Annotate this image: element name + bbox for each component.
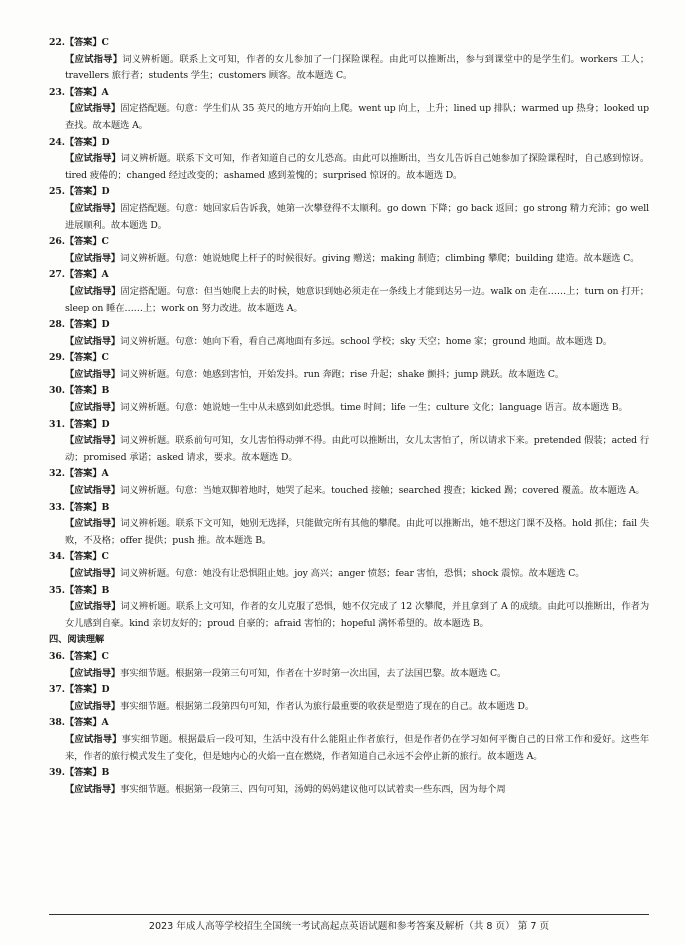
answer-line: 37.【答案】D [49, 684, 110, 696]
question-entry [49, 583, 649, 633]
guide-text: 事实细节题。根据第一段第三、四句可知，汤姆的妈妈建议他可以试着卖一些东西，因为每个周 [120, 783, 506, 795]
answer-line: 39.【答案】B [49, 767, 110, 779]
guide-text: 词义辨析题。句意：她说她一生中从未感到如此恐惧。time 时间；life 一生；culture 文化；language 语言。故本题选 B。 [120, 402, 628, 414]
guide-paragraph [49, 201, 649, 234]
answer-line: 29.【答案】C [49, 352, 109, 364]
guide-tag: 【应试指导】 [65, 667, 121, 679]
guide-text: 词义辨析题。联系下文可知，她别无选择，只能做完所有其他的攀爬。由此可以推断出，她不想这门课不及格。hold 抓住；fail 失败，不及格；offer 提供；push 推。故本题选 B。 [65, 518, 649, 546]
question-entry [49, 135, 649, 185]
guide-paragraph [49, 151, 649, 184]
answer-line: 30.【答案】B [49, 385, 110, 397]
guide-paragraph [49, 284, 649, 317]
guide-text: 固定搭配题。句意：她回家后告诉我，她第一次攀登得不太顺利。go down 下降；go back 返回；go strong 精力充沛；go well 进展顺利。故本题选 D。 [65, 202, 650, 231]
answer-line: 28.【答案】D [49, 319, 110, 331]
question-entry [49, 267, 649, 317]
guide-text: 固定搭配题。句意：学生们从 35 英尺的地方开始向上爬。went up 向上，上升；lined up 排队；warmed up 热身；looked up 查找。故本题选 A。 [65, 103, 650, 131]
answer-line: 33.【答案】B [49, 501, 110, 513]
section-heading [49, 632, 649, 649]
guide-paragraph [49, 483, 649, 500]
answer-line: 31.【答案】D [49, 418, 110, 430]
answer-line: 27.【答案】A [49, 269, 109, 281]
answer-line: 23.【答案】A [49, 86, 109, 98]
answer-line: 24.【答案】D [49, 136, 110, 148]
guide-paragraph [49, 666, 649, 683]
guide-tag: 【应试指导】 [65, 518, 121, 530]
guide-tag: 【应试指导】 [65, 103, 121, 115]
guide-paragraph [49, 732, 649, 765]
question-entry [49, 417, 649, 467]
question-entry [49, 715, 649, 765]
guide-text: 事实细节题。根据第二段第四句可知，作者认为旅行最重要的收获是塑造了现在的自己。故本题选 D。 [120, 700, 535, 712]
guide-paragraph [49, 433, 649, 466]
answer-line: 25.【答案】D [49, 186, 110, 198]
guide-tag: 【应试指导】 [65, 402, 121, 414]
guide-text: 词义辨析题。句意：她没有让恐惧阻止她。joy 高兴；anger 愤怒；fear 害怕，恐惧；shock 震惊。故本题选 C。 [120, 568, 585, 579]
guide-tag: 【应试指导】 [65, 700, 121, 712]
question-entry [49, 85, 649, 135]
guide-paragraph [49, 599, 649, 632]
question-entry [49, 549, 649, 582]
question-entry [49, 184, 649, 234]
guide-text: 事实细节题。根据最后一段可知，生活中没有什么能阻止作者旅行，但是作者仍在学习如何平衡自己的日常工作和爱好。这些年来，作者的旅行模式发生了变化，但是她内心的火焰一直在燃烧，作者知道自己永远不会停止新的旅行。故本题选 A。 [65, 733, 650, 762]
guide-text: 词义辨析题。联系上文可知，作者的女儿克服了恐惧，她不仅完成了 12 次攀爬，并且拿到了 A 的成绩。由此可以推断出，作者为女儿感到自豪。kind 亲切友好的；proud 自豪的；afraid 害怕的；hopeful 满怀希望的。故本题选 B。 [65, 601, 650, 629]
guide-paragraph [49, 782, 649, 799]
guide-text: 词义辨析题。联系下文可知，作者知道自己的女儿恐高。由此可以推断出，当女儿告诉自己她参加了探险课程时，自己感到惊讶。tired 疲倦的；changed 经过改变的；ashamed 感到羞愧的；surprised 惊讶的。故本题选 D。 [65, 153, 650, 181]
guide-paragraph [49, 699, 649, 716]
guide-tag: 【应试指导】 [65, 568, 121, 579]
guide-tag: 【应试指导】 [65, 335, 121, 347]
question-entry [49, 500, 649, 550]
guide-paragraph [49, 566, 649, 583]
guide-paragraph [49, 101, 649, 134]
guide-tag: 【应试指导】 [65, 368, 121, 380]
section-title: 四、阅读理解 [49, 634, 105, 646]
guide-text: 词义辨析题。联系上文可知，作者的女儿参加了一门探险课程。由此可以推断出，参与到课堂中的是学生们。workers 工人；travellers 旅行者；students 学生；customers 顾客。故本题选 C。 [65, 53, 649, 82]
guide-text: 词义辨析题。句意：她向下看，看自己离地面有多远。school 学校；sky 天空；home 家；ground 地面。故本题选 D。 [120, 335, 612, 347]
answer-line: 22.【答案】C [49, 37, 109, 48]
guide-text: 固定搭配题。句意：但当她爬上去的时候，她意识到她必须走在一条线上才能到达另一边。walk on 走在……上；turn on 打开；sleep on 睡在……上；work on 努力改进。故本题选 A。 [65, 285, 649, 314]
guide-text: 事实细节题。根据第一段第三句可知，作者在十岁时第一次出国，去了法国巴黎。故本题选 C。 [120, 667, 507, 679]
guide-paragraph [49, 334, 649, 351]
question-entry [49, 649, 649, 682]
guide-paragraph [49, 400, 649, 417]
guide-paragraph [49, 251, 649, 268]
question-entry [49, 35, 649, 85]
question-entry [49, 317, 649, 350]
guide-text: 词义辨析题。句意：当她双脚着地时，她哭了起来。touched 接触；searched 搜查；kicked 踢；covered 覆盖。故本题选 A。 [120, 485, 645, 497]
guide-tag: 【应试指导】 [65, 783, 121, 795]
answer-line: 36.【答案】C [49, 650, 109, 662]
answer-line: 34.【答案】C [49, 551, 109, 563]
answer-line: 38.【答案】A [49, 717, 109, 729]
answer-line: 32.【答案】A [49, 468, 109, 480]
question-entry [49, 383, 649, 416]
question-entry [49, 682, 649, 715]
page-footer [49, 914, 649, 932]
guide-paragraph [49, 516, 649, 549]
guide-tag: 【应试指导】 [65, 285, 121, 297]
guide-tag: 【应试指导】 [65, 53, 123, 65]
answer-document [49, 35, 649, 798]
guide-tag: 【应试指导】 [65, 601, 121, 613]
guide-tag: 【应试指导】 [65, 252, 121, 264]
guide-text: 词义辨析题。句意：她说她爬上杆子的时候很好。giving 赠送；making 制造；climbing 攀爬；building 建造。故本题选 C。 [120, 252, 640, 264]
guide-text: 词义辨析题。联系前句可知，女儿害怕得动弹不得。由此可以推断出，女儿太害怕了，所以请求下来。pretended 假装；acted 行动；promised 承诺；asked 请求，要求。故本题选 D。 [65, 435, 650, 463]
question-entry [49, 765, 649, 798]
guide-tag: 【应试指导】 [65, 733, 122, 745]
question-entry [49, 350, 649, 383]
guide-tag: 【应试指导】 [65, 435, 121, 447]
answer-line: 35.【答案】B [49, 584, 110, 596]
answer-line: 26.【答案】C [49, 236, 109, 248]
question-entry [49, 234, 649, 267]
guide-paragraph [49, 52, 649, 85]
guide-text: 词义辨析题。句意：她感到害怕，开始发抖。run 奔跑；rise 升起；shake 颤抖；jump 跳跃。故本题选 C。 [120, 368, 565, 380]
guide-tag: 【应试指导】 [65, 153, 121, 165]
question-entry [49, 466, 649, 499]
guide-tag: 【应试指导】 [65, 202, 121, 214]
guide-paragraph [49, 367, 649, 384]
footer-text: 2023 年成人高等学校招生全国统一考试高起点英语试题和参考答案及解析（共 8 页） 第 7 页 [148, 921, 550, 932]
guide-tag: 【应试指导】 [65, 485, 121, 497]
